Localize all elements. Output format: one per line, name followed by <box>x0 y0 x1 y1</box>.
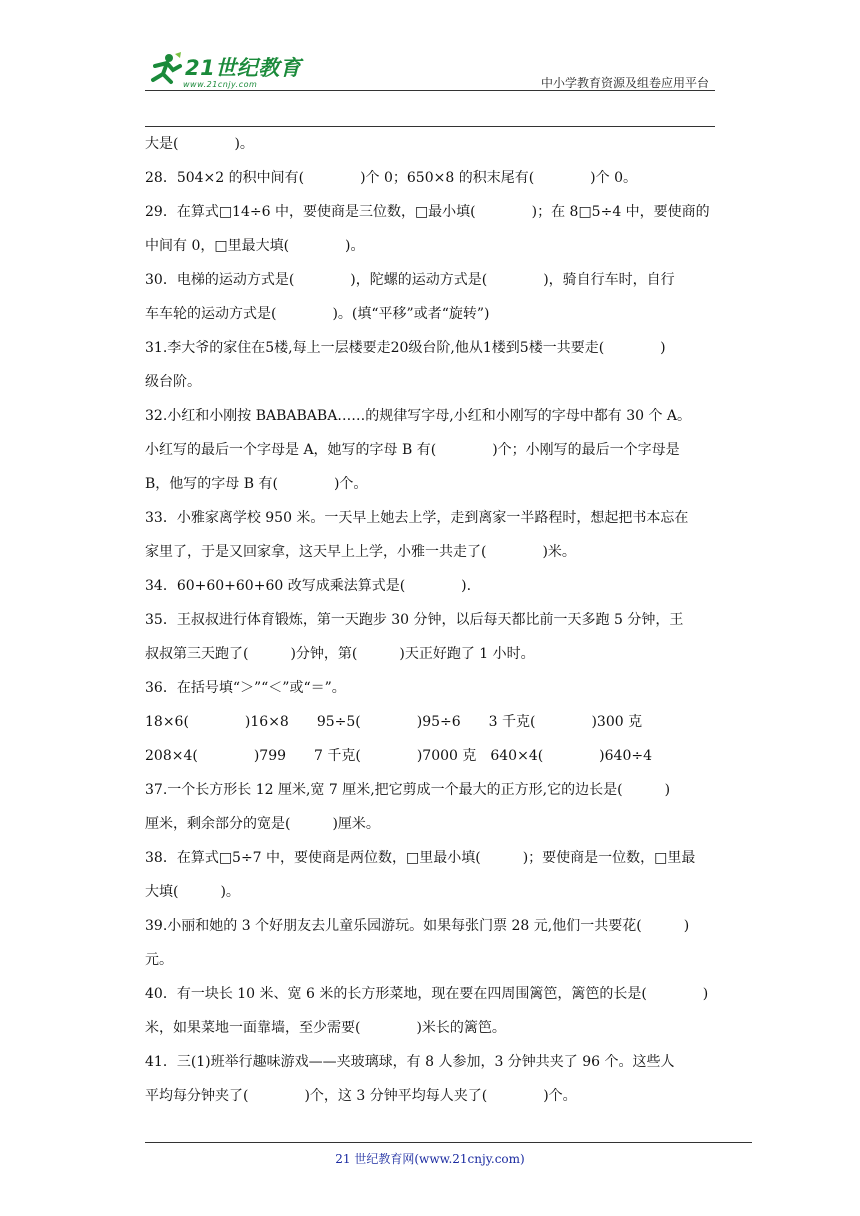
page-footer: 21 世纪教育网(www.21cnjy.com) <box>335 1152 525 1166</box>
text-line: 厘米，剩余部分的宽是( )厘米。 <box>145 816 380 832</box>
platform-title: 中小学教育资源及组卷应用平台 <box>540 76 709 90</box>
text-line: 车车轮的运动方式是( )。(填“平移”或者“旋转”) <box>145 306 490 322</box>
text-line: 中间有 0，□里最大填( )。 <box>145 238 365 254</box>
text-line: 大填( )。 <box>145 884 240 900</box>
text-line: 41．三(1)班举行趣味游戏——夹玻璃球，有 8 人参加，3 分钟共夹了 96 个。这些人 <box>145 1054 675 1070</box>
text-line: 31.李大爷的家住在5楼,每上一层楼要走20级台阶,他从1楼到5楼一共要走( ) <box>145 340 666 356</box>
text-line: 40．有一块长 10 米、宽 6 米的长方形菜地，现在要在四周围篱笆，篱笆的长是( ) <box>145 986 709 1002</box>
text-line: 35．王叔叔进行体育锻炼，第一天跑步 30 分钟，以后每天都比前一天多跑 5 分钟，王 <box>145 612 684 628</box>
question-list <box>145 132 715 1118</box>
text-line: 30．电梯的运动方式是( )，陀螺的运动方式是( )，骑自行车时，自行 <box>145 272 675 288</box>
header-divider <box>145 90 715 91</box>
logo-text: 21世纪教育 <box>185 56 302 80</box>
text-line: 37.一个长方形长 12 厘米,宽 7 厘米,把它剪成一个最大的正方形,它的边长是( ) <box>145 782 671 798</box>
content-top-rule <box>145 126 715 127</box>
text-line: 38．在算式□5÷7 中，要使商是两位数，□里最小填( )；要使商是一位数，□里最 <box>145 850 696 866</box>
text-line: 平均每分钟夹了( )个，这 3 分钟平均每人夹了( )个。 <box>145 1088 577 1104</box>
text-line: 米，如果菜地一面靠墙，至少需要( )米长的篱笆。 <box>145 1020 506 1036</box>
text-line: 大是( )。 <box>145 136 254 152</box>
text-line: 家里了，于是又回家拿，这天早上上学，小雅一共走了( )米。 <box>145 544 576 560</box>
text-line: 34．60+60+60+60 改写成乘法算式是( ). <box>145 578 472 594</box>
text-line: 级台阶。 <box>145 374 201 390</box>
text-line: 元。 <box>145 952 173 968</box>
text-line: 28．504×2 的积中间有( )个 0；650×8 的积末尾有( )个 0。 <box>145 170 637 186</box>
text-line: 小红写的最后一个字母是 A，她写的字母 B 有( )个；小刚写的最后一个字母是 <box>145 442 680 458</box>
text-line: 208×4( )799 7 千克( )7000 克 640×4( )640÷4 <box>145 748 653 764</box>
logo-url: www.21cnjy.com <box>183 80 258 89</box>
text-line: 18×6( )16×8 95÷5( )95÷6 3 千克( )300 克 <box>145 714 643 730</box>
page-header <box>145 44 715 94</box>
text-line: B，他写的字母 B 有( )个。 <box>145 476 368 492</box>
text-line: 33．小雅家离学校 950 米。一天早上她去上学，走到离家一半路程时，想起把书本忘在 <box>145 510 689 526</box>
text-line: 32.小红和小刚按 BABABABA……的规律写字母,小红和小刚写的字母中都有 30 个 A。 <box>145 408 692 424</box>
logo <box>145 48 315 92</box>
text-line: 叔叔第三天跑了( )分钟，第( )天正好跑了 1 小时。 <box>145 646 535 662</box>
text-line: 39.小丽和她的 3 个好朋友去儿童乐园游玩。如果每张门票 28 元,他们一共要花( ) <box>145 918 690 934</box>
runner-logo-icon <box>147 52 183 86</box>
text-line: 29．在算式□14÷6 中，要使商是三位数，□最小填( )；在 8□5÷4 中，要使商的 <box>145 204 710 220</box>
footer-divider <box>145 1142 752 1143</box>
text-line: 36．在括号填“＞”“＜”或“＝”。 <box>145 680 346 696</box>
